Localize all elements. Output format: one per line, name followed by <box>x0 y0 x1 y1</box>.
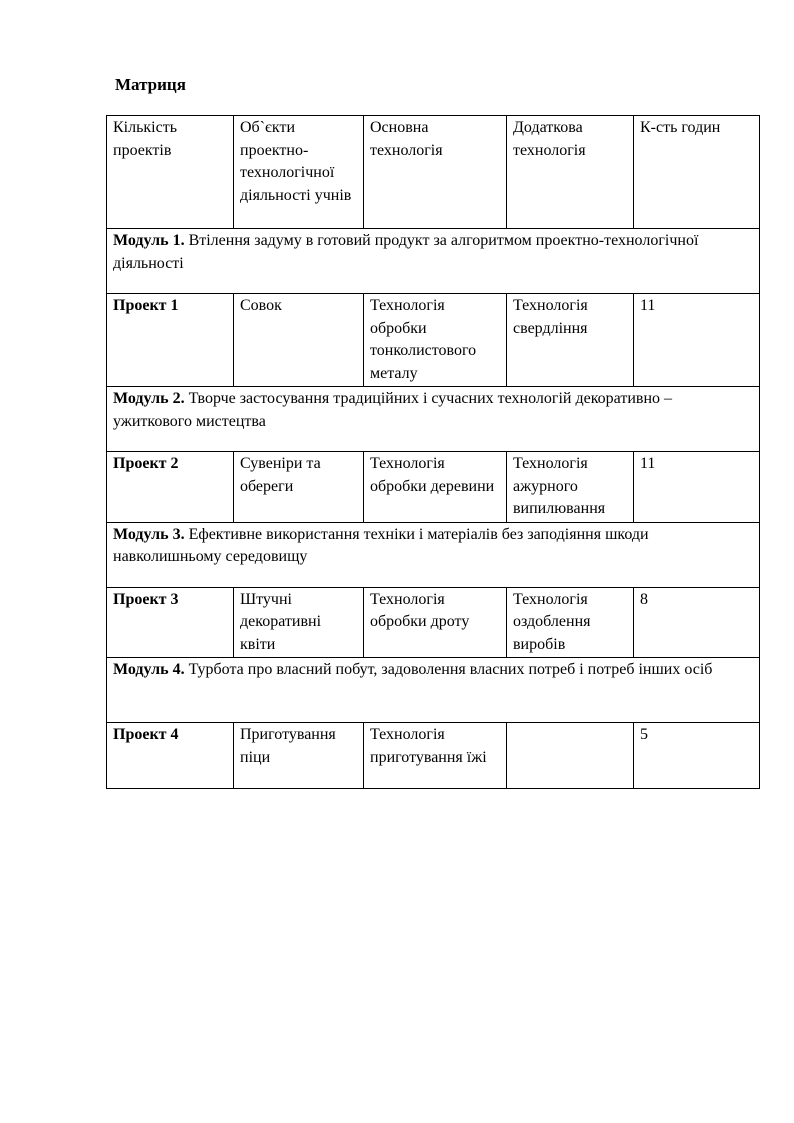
project-main-technology: Технологія обробки деревини <box>364 452 507 523</box>
project-hours: 11 <box>634 294 760 387</box>
project-extra-technology: Технологія свердління <box>507 294 634 387</box>
project-hours: 5 <box>634 723 760 789</box>
project-hours: 8 <box>634 587 760 658</box>
project-row <box>107 452 760 523</box>
module-cell <box>107 658 760 723</box>
project-name: Проект 1 <box>107 294 234 387</box>
project-name: Проект 4 <box>107 723 234 789</box>
project-extra-technology <box>507 723 634 789</box>
module-row <box>107 658 760 723</box>
project-row <box>107 723 760 789</box>
module-label: Модуль 1. <box>113 232 185 249</box>
module-text: Творче застосування традиційних і сучасних технологій декоративно – ужиткового мистецтва <box>113 390 673 430</box>
project-extra-technology: Технологія ажурного випилювання <box>507 452 634 523</box>
project-object: Совок <box>234 294 364 387</box>
header-cell-objects: Об`єкти проектно-технологічної діяльності учнів <box>234 116 364 229</box>
module-label: Модуль 3. <box>113 525 185 543</box>
module-row <box>107 387 760 452</box>
project-hours: 11 <box>634 452 760 523</box>
project-main-technology: Технологія приготування їжі <box>364 723 507 789</box>
header-cell-hours: К-сть годин <box>634 116 760 229</box>
module-row <box>107 522 760 587</box>
project-name: Проект 2 <box>107 452 234 523</box>
module-label: Модуль 2. <box>113 390 185 407</box>
matrix-table <box>106 115 760 789</box>
module-row <box>107 229 760 294</box>
project-object: Штучні декоративні квіти <box>234 587 364 658</box>
module-label: Модуль 4. <box>113 661 185 678</box>
module-text: Турбота про власний побут, задоволення власних потреб і потреб інших осіб <box>184 661 713 678</box>
header-cell-extra-technology: Додаткова технологія <box>507 116 634 229</box>
header-cell-main-technology: Основна технологія <box>364 116 507 229</box>
project-object: Приготування піци <box>234 723 364 789</box>
module-cell <box>107 522 760 587</box>
project-row <box>107 294 760 387</box>
module-text: Втілення задуму в готовий продукт за алгоритмом проектно-технологічної діяльності <box>113 232 699 272</box>
header-cell-project-count: Кількість проектів <box>107 116 234 229</box>
project-main-technology: Технологія обробки тонколистового металу <box>364 294 507 387</box>
header-row <box>107 116 760 229</box>
project-main-technology: Технологія обробки дроту <box>364 587 507 658</box>
page-title: Матриця <box>115 75 186 94</box>
project-row <box>107 587 760 658</box>
module-cell <box>107 387 760 452</box>
project-name: Проект 3 <box>107 587 234 658</box>
module-text: Ефективне використання техніки і матеріалів без заподіяння шкоди навколишньому середовищу <box>113 525 649 565</box>
project-extra-technology: Технологія оздоблення виробів <box>507 587 634 658</box>
project-object: Сувеніри та обереги <box>234 452 364 523</box>
module-cell <box>107 229 760 294</box>
